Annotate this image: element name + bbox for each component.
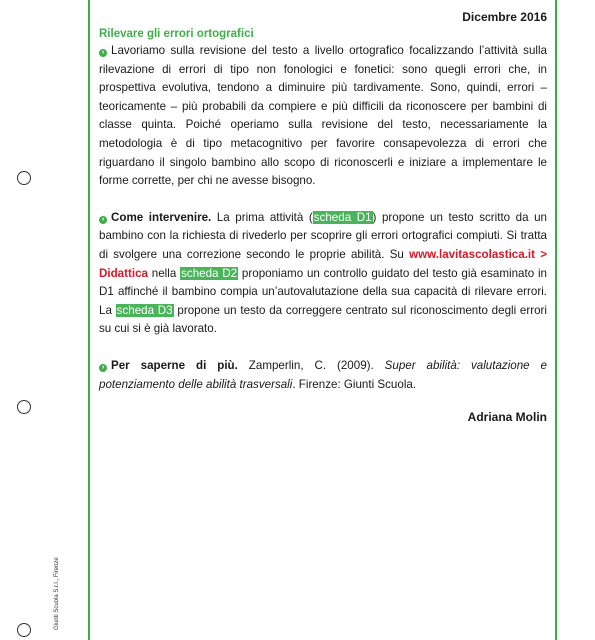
per-saperne-heading: Per saperne di più. [111, 358, 238, 372]
book-title: Super abilità: valutazione e potenziamento delle abilità trasversali [99, 358, 548, 391]
paragraph-text: ) propone un testo scritto da un bambino con la richiesta di rivederlo per scoprire gli errori ortografici compiuti. Si tratta di svolgere una correzione secondo le proprie abilità. Su [99, 210, 548, 261]
publisher-note: Giunti Scuola S.r.l., Firenze [54, 557, 60, 630]
intro-paragraph [99, 42, 547, 191]
paragraph-text: Zamperlin, C. (2009). [237, 358, 385, 372]
paragraph-text: . Firenze: Giunti Scuola. [292, 377, 417, 391]
binder-hole-middle [17, 400, 31, 414]
per-saperne-paragraph [99, 357, 547, 394]
author-signature: Adriana Molin [467, 410, 547, 425]
come-intervenire-heading: Come intervenire. [111, 210, 212, 224]
arrow-bullet-icon: › [99, 364, 107, 372]
paragraph-text: propone un testo da correggere centrato sul riconoscimento degli errori su cui si è già lavorato. [99, 303, 547, 336]
binder-hole-top [17, 171, 31, 185]
paragraph-text: proponiamo un controllo guidato del testo già esaminato in D1 affinché il bambino compia un’autovalutazione della sua capacità di rilevare errori. La [99, 266, 547, 317]
paragraph-text: La prima attività ( [211, 210, 313, 224]
scheda-d3-tag: scheda D3 [116, 303, 173, 317]
binder-hole-bottom [17, 623, 31, 637]
scheda-d2-tag: scheda D2 [181, 266, 238, 280]
arrow-bullet-icon: › [99, 216, 107, 224]
article [99, 10, 547, 424]
issue-date: Dicembre 2016 [462, 10, 547, 24]
come-intervenire-paragraph [99, 209, 547, 339]
website-link[interactable]: www.lavitascolastica.it > Didattica [99, 247, 548, 280]
arrow-bullet-icon: › [99, 49, 107, 57]
intro-text: Lavoriamo sulla revisione del testo a livello ortografico focalizzando l’attività sulla rilevazione di errori di tipo non fonologici e fonetici: sono quegli errori che, in prospettiva evolutiva, tendono a diminuire più tardivamente. Sono, quindi, errori – teoricamente – più probabili da compiere e più difficili da riconoscere per bambini di classe quinta. Poiché operiamo sulla revisione del testo, necessariamente la metodologia è di tipo metacognitivo per favorire consapevolezza di errori che riguardano il singolo bambino allo scopo di riconoscerli e iniziare a implementare le forme corrette, per chi ne avesse bisogno. [99, 44, 547, 188]
scheda-d1-tag: scheda D1 [313, 210, 372, 224]
paragraph-text: nella [147, 266, 181, 280]
section-title: Rilevare gli errori ortografici [99, 28, 254, 40]
